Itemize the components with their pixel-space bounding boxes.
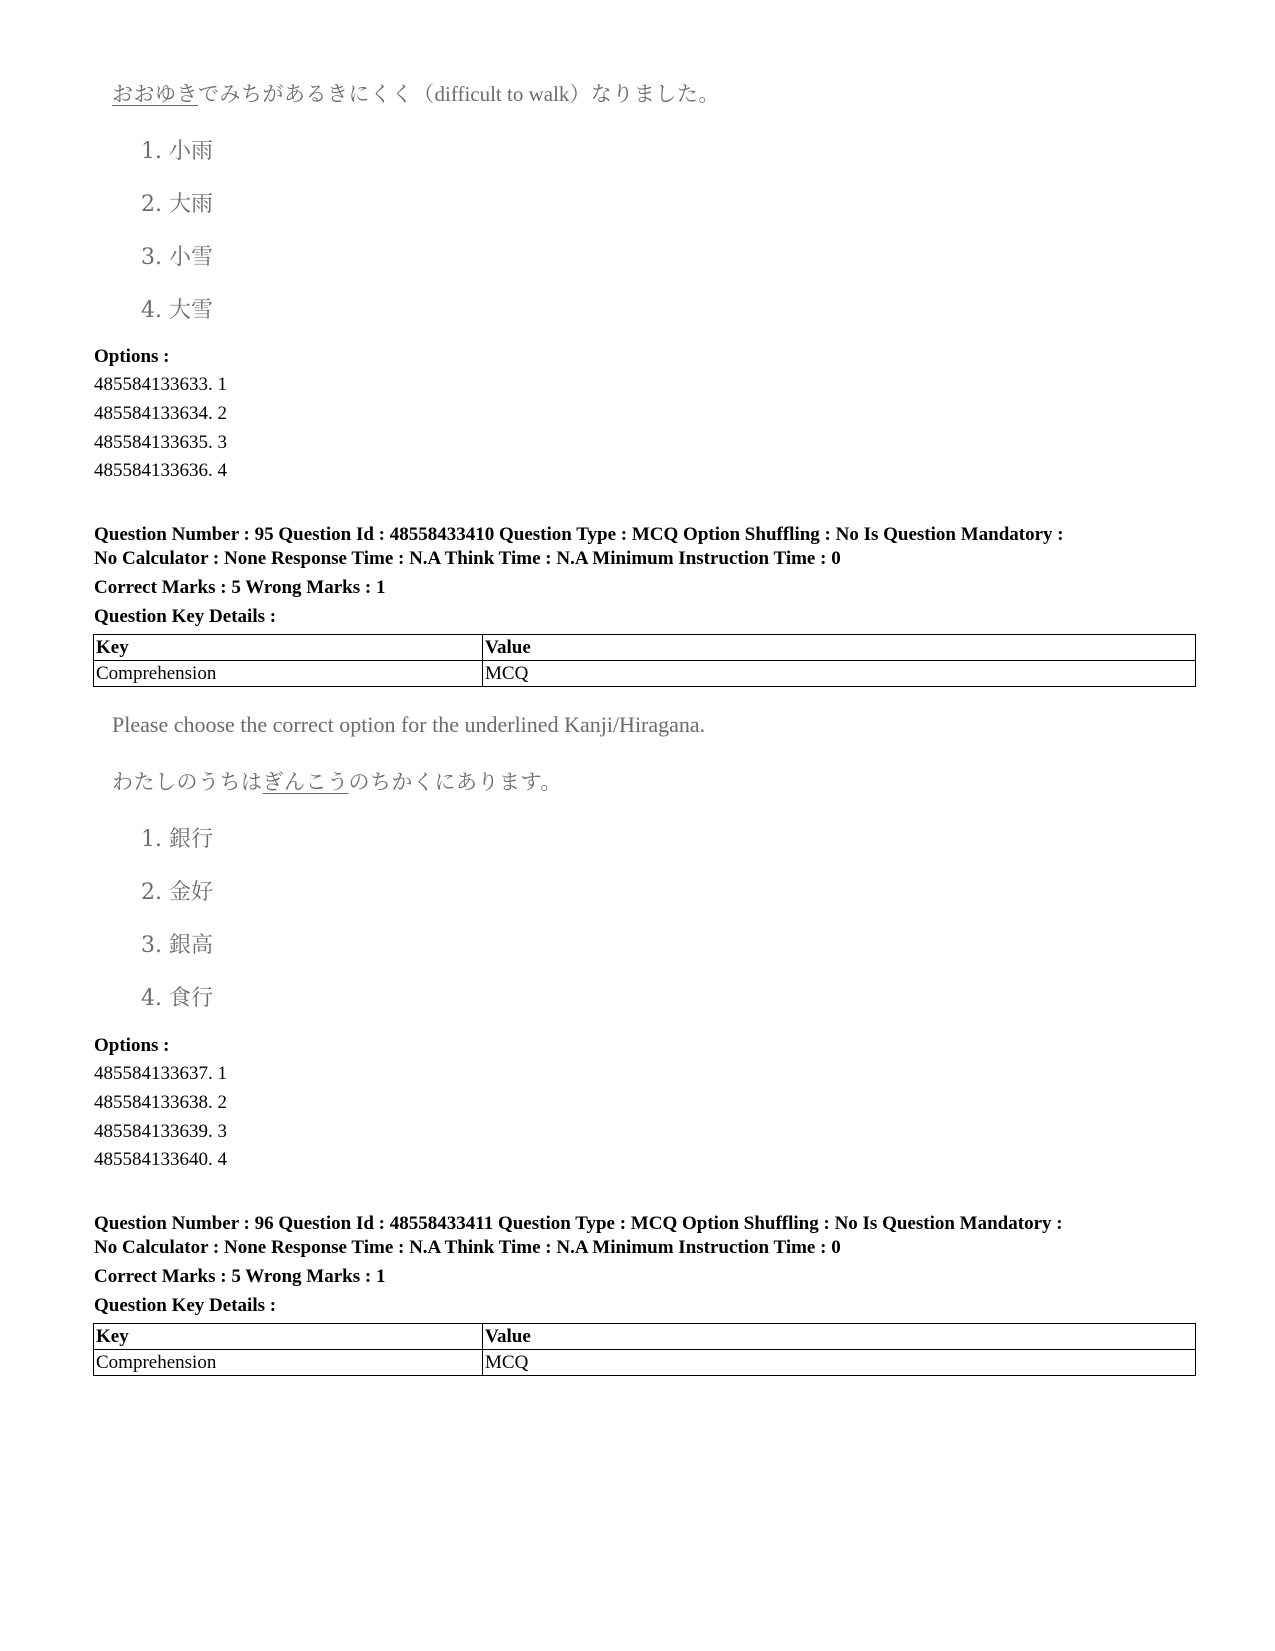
q95-instruction: Please choose the correct option for the underlined Kanji/Hiragana. [112,712,706,737]
q95-option-4: 485584133640. 4 [94,1149,227,1170]
table-row [94,1350,1196,1376]
q95-choice-3: 3. 銀高 [141,933,213,958]
q94-option-2: 485584133634. 2 [94,403,227,424]
table-row [94,661,1196,687]
q95-options-label: Options : [94,1035,170,1056]
q95-key-details-label: Question Key Details : [94,606,277,627]
q94-options-label: Options : [94,346,170,367]
q94-option-1: 485584133633. 1 [94,374,227,395]
q95-option-3: 485584133639. 3 [94,1121,227,1142]
q94-choice-4: 4. 大雪 [141,298,213,323]
q95-underlined-word: ぎんこう [262,770,349,794]
table-cell-key: Comprehension [94,661,483,687]
q94-choice-3: 3. 小雪 [141,245,213,270]
q95-sentence: わたしのうちはぎんこうのちかくにあります。 [112,770,562,794]
table-header-value: Value [483,635,1196,661]
q94-sentence: おおゆきでみちがあるきにくく（difficult to walk）なりました。 [112,82,720,106]
q96-key-table [93,1323,1196,1376]
q96-marks: Correct Marks : 5 Wrong Marks : 1 [94,1266,386,1287]
table-header-row [94,1324,1196,1350]
q94-underlined-word: おおゆき [112,82,198,106]
table-cell-value: MCQ [483,661,1196,687]
table-header-key: Key [94,1324,483,1350]
q95-choice-2: 2. 金好 [141,880,213,905]
table-header-row [94,635,1196,661]
q94-choice-1: 1. 小雨 [141,139,213,164]
table-header-value: Value [483,1324,1196,1350]
q95-option-1: 485584133637. 1 [94,1063,227,1084]
q94-choice-2: 2. 大雨 [141,192,213,217]
table-cell-value: MCQ [483,1350,1196,1376]
q95-choice-1: 1. 銀行 [141,827,213,852]
q95-option-2: 485584133638. 2 [94,1092,227,1113]
q95-choice-4: 4. 食行 [141,986,213,1011]
q95-meta-line-2: No Calculator : None Response Time : N.A Think Time : N.A Minimum Instruction Time : 0 [94,548,841,569]
q96-meta-line-2: No Calculator : None Response Time : N.A Think Time : N.A Minimum Instruction Time : 0 [94,1237,841,1258]
q95-key-table [93,634,1196,687]
q95-marks: Correct Marks : 5 Wrong Marks : 1 [94,577,386,598]
q96-meta-line-1: Question Number : 96 Question Id : 48558433411 Question Type : MCQ Option Shuffling : No Is Question Mandatory : [94,1213,1063,1234]
q95-meta-line-1: Question Number : 95 Question Id : 48558433410 Question Type : MCQ Option Shuffling : No Is Question Mandatory : [94,524,1064,545]
table-header-key: Key [94,635,483,661]
q96-key-details-label: Question Key Details : [94,1295,277,1316]
table-cell-key: Comprehension [94,1350,483,1376]
q94-option-4: 485584133636. 4 [94,460,227,481]
q94-option-3: 485584133635. 3 [94,432,227,453]
